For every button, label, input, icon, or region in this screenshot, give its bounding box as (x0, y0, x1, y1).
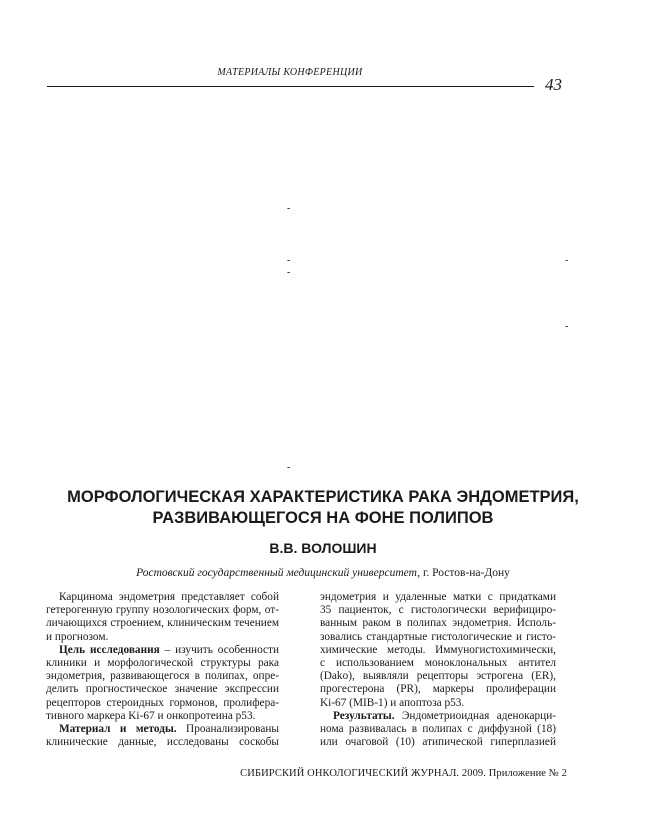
body-line: гетерогенную группу нозологических форм, от- (46, 604, 279, 617)
section-lead: Материал и методы. (59, 723, 177, 736)
page-number: 43 (545, 75, 562, 94)
body-line: делить прогностическое значение экспрессии (46, 683, 279, 696)
body-line: тивного маркера Ki-67 и онкопротеина p53. (46, 709, 256, 722)
body-line: или очаговой (10) атипической гиперплазией (320, 736, 556, 749)
body-line: эндометрия, развивающегося в полипах, опре- (46, 670, 279, 683)
body-line: эндометрия и удаленные матки с придатками (320, 591, 556, 603)
article-title (0, 487, 646, 529)
body-line: Ki-67 (MIB-1) и апоптоза p53. (320, 696, 465, 709)
section-lead: Результаты. (333, 709, 395, 722)
running-head: МАТЕРИАЛЫ КОНФЕРЕНЦИИ (217, 67, 363, 78)
body-line: химические методы. Иммуногистохимически, (320, 643, 556, 656)
body-line: зовались стандартные гистологические и гисто- (320, 630, 556, 643)
header-rule (47, 86, 534, 87)
body-line: личающихся строением, клиническим течением (46, 617, 279, 630)
affiliation-institution: Ростовский государственный медицинский университет, (136, 567, 421, 579)
section-lead: Цель исследования (59, 643, 160, 656)
article-title-line: РАЗВИВАЮЩЕГОСЯ НА ФОНЕ ПОЛИПОВ (152, 509, 494, 527)
body-line: и прогнозом. (46, 630, 109, 643)
body-line: с использованием моноклональных антител (320, 657, 556, 670)
left-column (46, 591, 279, 749)
affiliation-city: г. Ростов-на-Дону (420, 567, 510, 579)
body-line: клинические данные, исследованы соскобы (46, 736, 279, 749)
right-column (320, 591, 556, 749)
body-line: Цель исследования – изучить особенности (59, 643, 279, 656)
stray-mark: - (565, 255, 569, 266)
body-line: Результаты. Эндометриоидная аденокарци- (333, 709, 556, 722)
body-line: Материал и методы. Проанализированы (59, 723, 279, 736)
journal-footer: СИБИРСКИЙ ОНКОЛОГИЧЕСКИЙ ЖУРНАЛ. 2009. Приложение № 2 (240, 768, 567, 779)
article-title-line: МОРФОЛОГИЧЕСКАЯ ХАРАКТЕРИСТИКА РАКА ЭНДОМЕТРИЯ, (67, 488, 579, 506)
body-line: клиники и морфологической структуры рака (46, 657, 279, 670)
body-line: Карцинома эндометрия представляет собой (59, 591, 279, 603)
body-line: рецепторов стероидных гормонов, пролифера- (46, 696, 279, 709)
author-name: В.В. ВОЛОШИН (269, 540, 377, 556)
body-line: нома развивалась в полипах с диффузной (18) (320, 723, 556, 736)
stray-mark: - (287, 462, 291, 473)
body-line: прогестерона (PR), маркеры пролиферации (320, 683, 556, 696)
stray-mark: - (287, 203, 291, 214)
body-line: ванным раком в полипах эндометрия. Исполь- (320, 617, 556, 630)
body-line: 35 пациенток, с гистологически верифициро- (320, 604, 556, 617)
stray-mark: - (287, 255, 291, 266)
stray-mark: - (565, 321, 569, 332)
stray-mark: - (287, 267, 291, 278)
affiliation (0, 567, 646, 579)
body-line: (Dako), выявляли рецепторы эстрогена (ER), (320, 670, 556, 683)
